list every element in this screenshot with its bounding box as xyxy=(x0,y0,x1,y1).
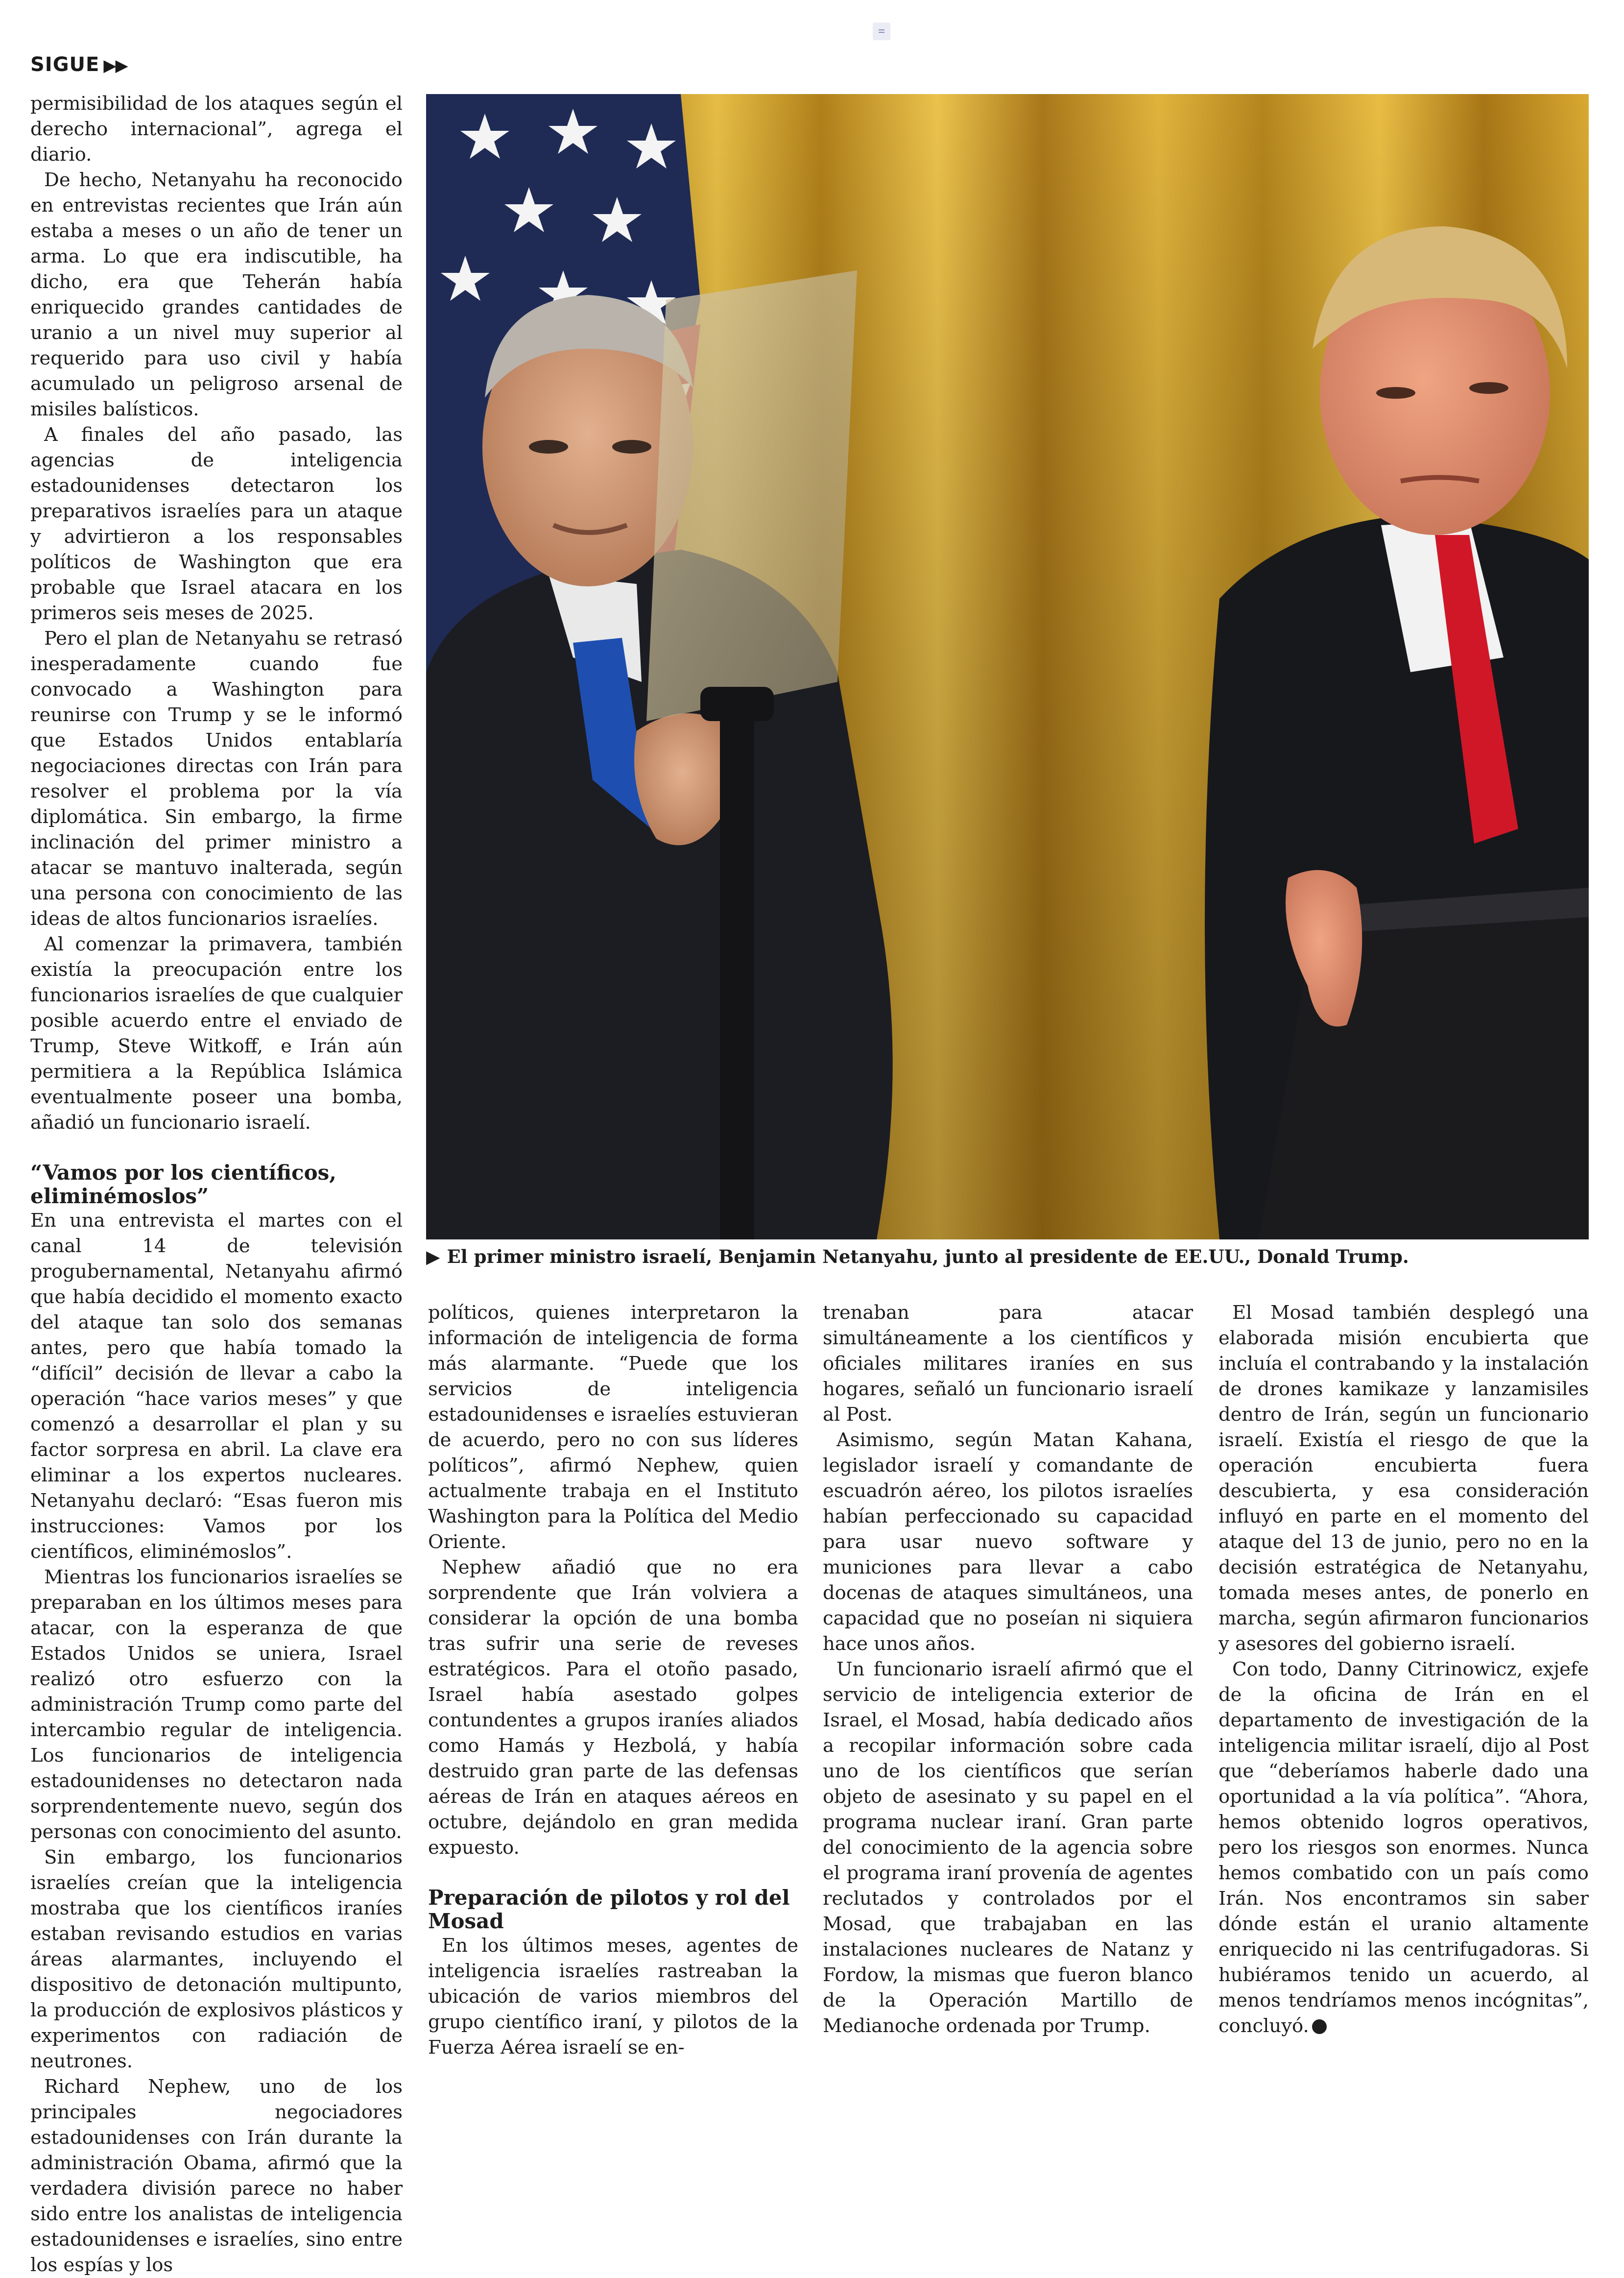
paragraph: permisibilidad de los ataques según el derecho internacional”, agrega el diario. xyxy=(30,93,403,166)
paragraph-final xyxy=(1218,1657,1589,2039)
continue-text: SIGUE xyxy=(30,53,100,76)
paragraph: En una entrevista el martes con el canal 14 de televisión progubernamental, Netanyahu afirmó que había decidido el momento exacto del ataque tan solo dos semanas antes, pero que había tomado la “difícil” decisión de llevar a cabo la operación “hace varios meses” y que comenzó a desarrollar el plan y su factor sorpresa en abril. La clave era eliminar a los expertos nucleares. Netanyahu declaró: “Esas fueron mis instrucciones: Vamos por los científicos, eliminémoslos”. xyxy=(30,1210,403,1563)
page-marker-icon xyxy=(873,23,890,40)
final-text: Con todo, Danny Citrinowicz, exjefe de la oficina de Irán en el departamento de investigación de la inteligencia militar israelí, dijo al Post que “deberíamos haberle dado una oportunidad a la vía política”. “Ahora, hemos obtenido logros operativos, pero los riesgos son enormes. Nunca hemos combatido con un país como Irán. Nos encontramos sin saber dónde están el uranio altamente enriquecido ni las centrifugadoras. Si hubiéramos tenido un acuerdo, al menos tendríamos menos incógnitas”, concluyó. xyxy=(1218,1658,1589,2037)
article-column-2 xyxy=(428,1300,798,2060)
paragraph: Pero el plan de Netanyahu se retrasó inesperadamente cuando fue convocado a Washington para reunirse con Trump y se le informó que Estados Unidos entablaría negociaciones directas con Irán para resolver el problema por la vía diplomática. Sin embargo, la firme inclinación del primer ministro a atacar se mantuvo inalterada, según una persona con conocimiento de las ideas de altos funcionarios israelíes. xyxy=(30,628,403,930)
caption-marker-icon: ▶ xyxy=(426,1246,440,1267)
photo-netanyahu-trump xyxy=(426,94,1589,1239)
continue-label xyxy=(30,53,127,77)
paragraph: Sin embargo, los funcionarios israelíes creían que la inteligencia mostraba que los científicos iraníes estaban revisando estudios en varias áreas alarmantes, incluyendo el dispositivo de detonación multipunto, la producción de explosivos plásticos y experimentos con radiación de neutrones. xyxy=(30,1846,403,2072)
caption-text: El primer ministro israelí, Benjamin Netanyahu, junto al presidente de EE.UU., Donald Trump. xyxy=(447,1246,1409,1267)
article-column-4 xyxy=(1218,1300,1589,2039)
article-column-1 xyxy=(30,91,403,2278)
photo-caption xyxy=(426,1244,1592,1269)
article-photo xyxy=(426,94,1589,1239)
paragraph: El Mosad también desplegó una elaborada misión encubierta que incluía el contrabando y la instalación de drones kamikaze y lanzamisiles dentro de Irán, según un funcionario israelí. Existía el riesgo de que la operación encubierta fuera descubierta, y esa consideración influyó en parte en el momento del ataque del 13 de junio, pero no en la decisión estratégica de Netanyahu, tomada meses antes, de ponerlo en marcha, según afirmaron funcionarios y asesores del gobierno israelí. xyxy=(1218,1302,1589,1655)
subheading-pilots: Preparación de pilotos y rol del Mosad xyxy=(428,1886,790,1933)
paragraph: Un funcionario israelí afirmó que el servicio de inteligencia exterior de Israel, el Mosad, había dedicado años a recopilar información sobre cada uno de los científicos que serían objeto de asesinato y su papel en el programa nuclear iraní. Gran parte del conocimiento de la agencia sobre el programa iraní provenía de agentes reclutados y controlados por el Mosad, que trabajaban en las instalaciones nucleares de Natanz y Fordow, la mismas que fueron blanco de la Operación Martillo de Medianoche ordenada por Trump. xyxy=(823,1658,1193,2037)
paragraph: Mientras los funcionarios israelíes se preparaban en los últimos meses para atacar, con la esperanza de que Estados Unidos se uniera, Israel realizó otro esfuerzo con la administración Trump como parte del intercambio regular de inteligencia. Los funcionarios de inteligencia estadounidenses no detectaron nada sorprendentemente nuevo, según dos personas con conocimiento del asunto. xyxy=(30,1566,403,1843)
paragraph: A finales del año pasado, las agencias de inteligencia estadounidenses detectaron los preparativos israelíes para un ataque y advirtieron a los responsables políticos de Washington que era probable que Israel atacara en los primeros seis meses de 2025. xyxy=(30,424,403,624)
paragraph: políticos, quienes interpretaron la información de inteligencia de forma más alarmante. “Puede que los servicios de inteligencia estadounidenses e israelíes estuvieran de acuerdo, pero no con sus líderes políticos”, afirmó Nephew, quien actualmente trabaja en el Instituto Washington para la Política del Medio Oriente. xyxy=(428,1302,798,1553)
subheading-scientists: “Vamos por los científicos, eliminémoslos” xyxy=(30,1161,336,1208)
paragraph: trenaban para atacar simultáneamente a los científicos y oficiales militares iraníes en sus hogares, señaló un funcionario israelí al Post. xyxy=(823,1302,1193,1426)
paragraph: Nephew añadió que no era sorprendente que Irán volviera a considerar la opción de una bomba tras sufrir una serie de reveses estratégicos. Para el otoño pasado, Israel había asestado golpes contundentes a grupos iraníes aliados como Hamás y Hezbolá, y había destruido gran parte de las defensas aéreas de Irán en ataques aéreos en octubre, dejándolo en gran medida expuesto. xyxy=(428,1556,798,1859)
paragraph: Richard Nephew, uno de los principales negociadores estadounidenses con Irán durante la administración Obama, afirmó que la verdadera división parece no haber sido entre los analistas de inteligencia estadounidenses e israelíes, sino entre los espías y los xyxy=(30,2076,403,2276)
paragraph: Asimismo, según Matan Kahana, legislador israelí y comandante de escuadrón aéreo, los pilotos israelíes habían perfeccionado su capacidad para usar nuevo software y municiones para llevar a cabo docenas de ataques simultáneos, una capacidad que no poseían ni siquiera hace unos años. xyxy=(823,1429,1193,1655)
paragraph: De hecho, Netanyahu ha reconocido en entrevistas recientes que Irán aún estaba a meses o un año de tener un arma. Lo que era indiscutible, ha dicho, era que Teherán había enriquecido grandes cantidades de uranio a un nivel muy superior al requerido para uso civil y había acumulado un peligroso arsenal de misiles balísticos. xyxy=(30,169,403,420)
continue-arrows-icon: ▶▶ xyxy=(103,56,127,75)
paragraph: En los últimos meses, agentes de inteligencia israelíes rastreaban la ubicación de varios miembros del grupo científico iraní, y pilotos de la Fuerza Aérea israelí se en- xyxy=(428,1935,798,2059)
paragraph: Al comenzar la primavera, también existía la preocupación entre los funcionarios israelíes de que cualquier posible acuerdo entre el enviado de Trump, Steve Witkoff, e Irán aún permitiera a la República Islámica eventualmente poseer una bomba, añadió un funcionario israelí. xyxy=(30,933,403,1134)
article-column-3 xyxy=(823,1300,1193,2039)
end-of-article-icon xyxy=(1312,2019,1327,2034)
